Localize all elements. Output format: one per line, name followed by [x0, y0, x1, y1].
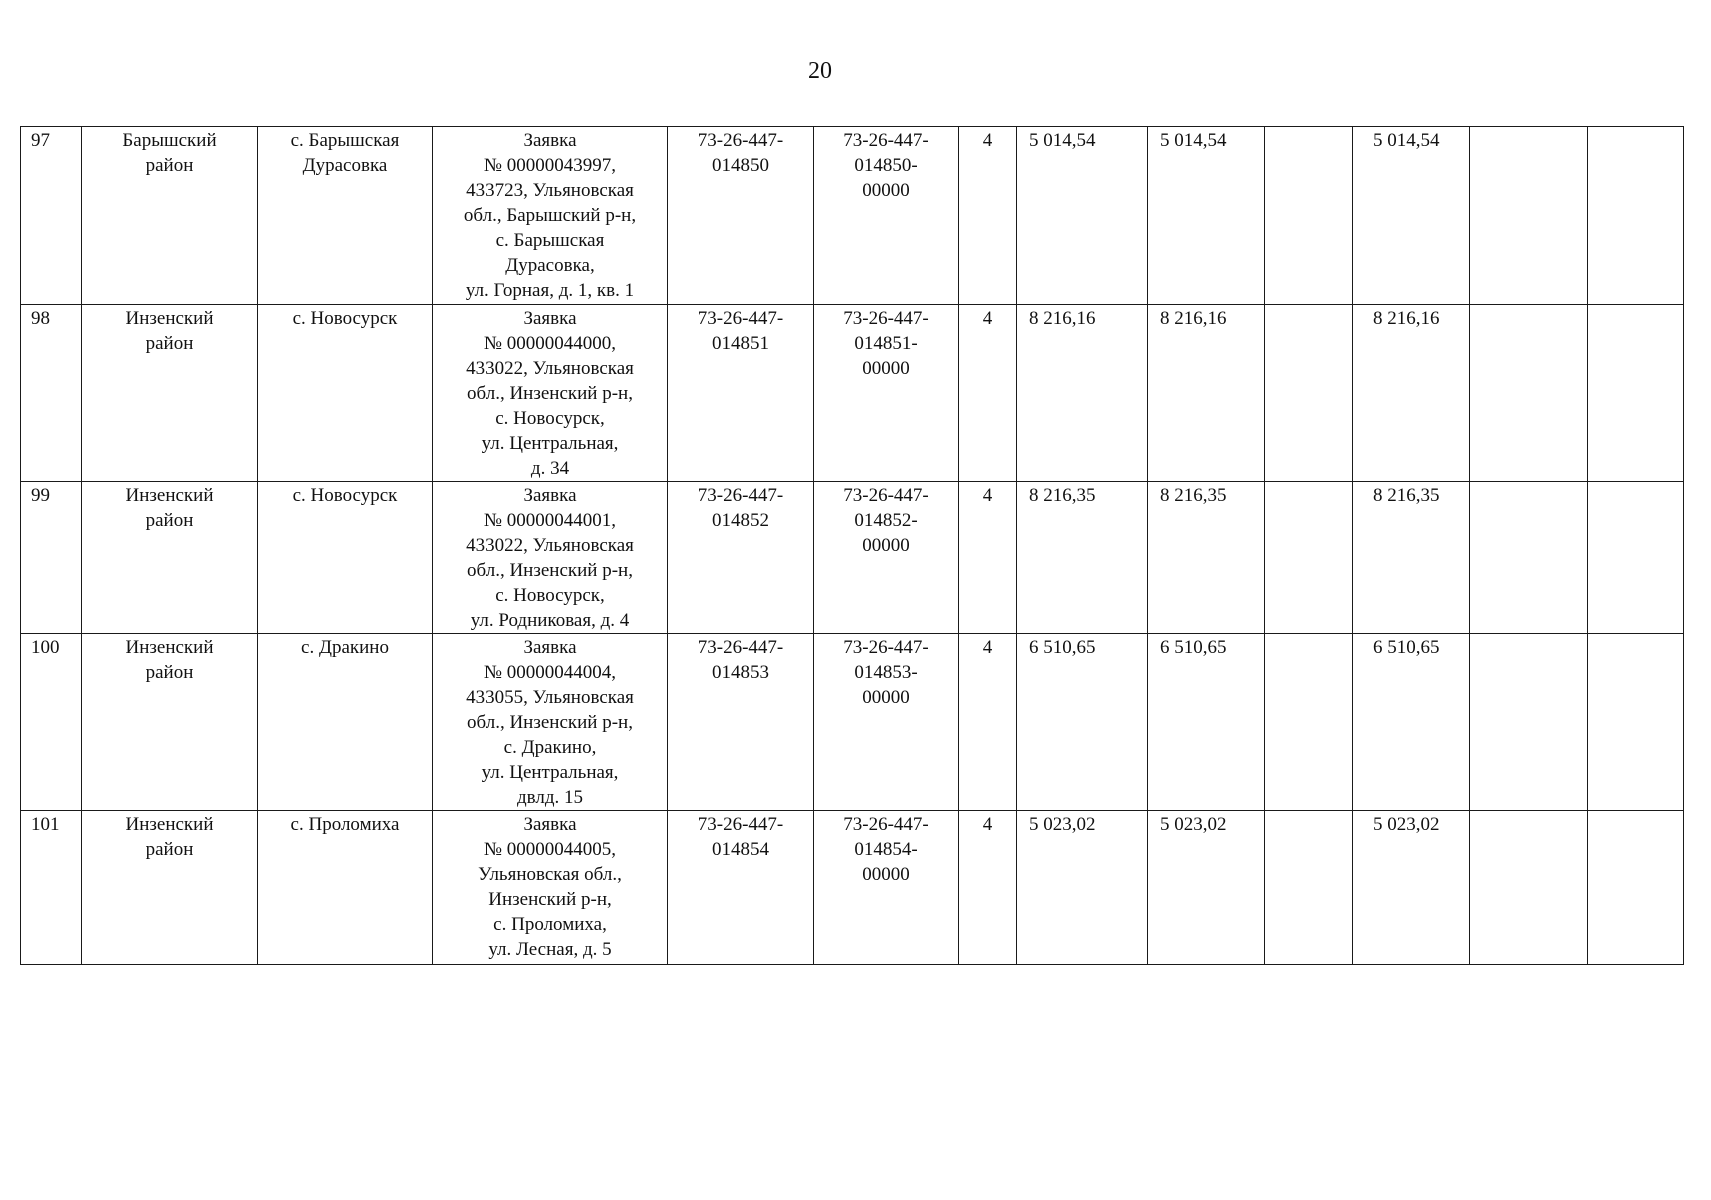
district-cell [82, 127, 258, 305]
application-cell [433, 482, 668, 634]
code-full-cell [814, 305, 959, 482]
settlement-cell [258, 482, 433, 634]
application-cell-line: обл., Барышский р-н, [463, 205, 637, 226]
application-cell-line: Инзенский р-н, [488, 889, 612, 910]
application-cell [433, 634, 668, 811]
code-full-cell-line: 73-26-447- [843, 637, 929, 658]
application-cell-line: ул. Центральная, [481, 433, 619, 454]
code-cell [668, 127, 814, 305]
code-full-cell-line: 014853- [854, 662, 918, 683]
row-number-cell: 101 [21, 811, 82, 965]
code-full-cell-line: 73-26-447- [843, 814, 929, 835]
code-full-cell [814, 482, 959, 634]
code-cell-line: 014850 [712, 155, 769, 176]
quantity-cell: 4 [959, 305, 1017, 482]
district-cell-line: Инзенский [125, 814, 214, 835]
district-cell-line: район [145, 510, 194, 531]
district-cell-line: Инзенский [125, 308, 214, 329]
amount-3-cell: 5 023,02 [1353, 811, 1470, 965]
code-full-cell [814, 811, 959, 965]
empty-cell [1588, 482, 1684, 634]
code-cell [668, 305, 814, 482]
amount-1-cell: 5 014,54 [1017, 127, 1148, 305]
row-number-cell: 99 [21, 482, 82, 634]
table-row [21, 127, 1684, 305]
code-full-cell-line: 00000 [862, 864, 910, 885]
amount-3-cell: 5 014,54 [1353, 127, 1470, 305]
code-full-cell-line: 00000 [862, 358, 910, 379]
code-full-cell-line: 73-26-447- [843, 130, 929, 151]
settlement-cell [258, 305, 433, 482]
district-cell-line: район [145, 662, 194, 683]
application-cell-line: № 00000043997, [483, 155, 617, 176]
settlement-cell [258, 634, 433, 811]
amount-1-cell: 6 510,65 [1017, 634, 1148, 811]
district-cell-line: район [145, 333, 194, 354]
application-cell-line: № 00000044001, [483, 510, 617, 531]
application-cell-line: Заявка [523, 814, 577, 835]
district-cell [82, 634, 258, 811]
application-cell-line: ул. Родниковая, д. 4 [470, 610, 630, 631]
code-cell-line: 73-26-447- [697, 637, 784, 658]
application-cell-line: д. 34 [530, 458, 570, 479]
settlement-cell-line: с. Барышская [290, 130, 400, 151]
application-cell [433, 127, 668, 305]
amount-3-cell: 6 510,65 [1353, 634, 1470, 811]
amount-3-cell: 8 216,35 [1353, 482, 1470, 634]
empty-cell [1588, 305, 1684, 482]
code-full-cell-line: 73-26-447- [843, 485, 929, 506]
code-full-cell-line: 00000 [862, 535, 910, 556]
row-number-cell: 100 [21, 634, 82, 811]
application-cell-line: Заявка [523, 308, 577, 329]
application-cell-line: с. Проломиха, [493, 914, 607, 935]
code-full-cell-line: 014854- [854, 839, 918, 860]
empty-cell [1470, 127, 1588, 305]
application-cell-line: ул. Горная, д. 1, кв. 1 [465, 280, 635, 301]
code-cell-line: 73-26-447- [697, 814, 784, 835]
amount-1-cell: 8 216,35 [1017, 482, 1148, 634]
application-cell-line: обл., Инзенский р-н, [467, 560, 633, 581]
application-cell-line: 433055, Ульяновская [466, 687, 634, 708]
settlement-cell-line: с. Новосурск [292, 308, 398, 329]
district-cell [82, 305, 258, 482]
quantity-cell: 4 [959, 127, 1017, 305]
code-full-cell-line: 00000 [862, 687, 910, 708]
district-cell [82, 811, 258, 965]
row-number-cell: 98 [21, 305, 82, 482]
table-row [21, 305, 1684, 482]
empty-cell [1588, 127, 1684, 305]
district-cell-line: район [145, 839, 194, 860]
application-cell-line: с. Новосурск, [495, 408, 605, 429]
amount-1-cell: 8 216,16 [1017, 305, 1148, 482]
application-cell-line: Заявка [523, 637, 577, 658]
application-cell-line: обл., Инзенский р-н, [467, 712, 633, 733]
code-cell-line: 014853 [712, 662, 769, 683]
amount-1-cell: 5 023,02 [1017, 811, 1148, 965]
amount-2-cell: 5 023,02 [1148, 811, 1265, 965]
quantity-cell: 4 [959, 634, 1017, 811]
amount-3-cell: 8 216,16 [1353, 305, 1470, 482]
table-body [21, 127, 1684, 965]
district-cell-line: Барышский [122, 130, 217, 151]
district-cell-line: район [145, 155, 194, 176]
district-cell [82, 482, 258, 634]
code-cell-line: 014851 [712, 333, 769, 354]
settlement-cell-line: с. Дракино [301, 637, 389, 658]
empty-cell [1265, 811, 1353, 965]
settlement-cell-line: с. Проломиха [290, 814, 400, 835]
empty-cell [1265, 305, 1353, 482]
application-cell-line: Заявка [523, 485, 577, 506]
registry-table [20, 126, 1684, 965]
empty-cell [1470, 305, 1588, 482]
empty-cell [1470, 482, 1588, 634]
code-full-cell-line: 014850- [854, 155, 918, 176]
code-full-cell-line: 00000 [862, 180, 910, 201]
quantity-cell: 4 [959, 482, 1017, 634]
amount-2-cell: 8 216,35 [1148, 482, 1265, 634]
application-cell-line: с. Новосурск, [495, 585, 605, 606]
empty-cell [1265, 482, 1353, 634]
application-cell-line: 433022, Ульяновская [466, 358, 634, 379]
settlement-cell [258, 127, 433, 305]
code-full-cell-line: 73-26-447- [843, 308, 929, 329]
code-cell-line: 014854 [712, 839, 769, 860]
code-cell-line: 014852 [712, 510, 769, 531]
code-full-cell-line: 014852- [854, 510, 918, 531]
application-cell-line: Ульяновская обл., [478, 864, 622, 885]
application-cell-line: с. Дракино, [503, 737, 597, 758]
empty-cell [1265, 634, 1353, 811]
code-full-cell [814, 127, 959, 305]
application-cell-line: 433022, Ульяновская [466, 535, 634, 556]
empty-cell [1470, 634, 1588, 811]
application-cell-line: ул. Центральная, [481, 762, 619, 783]
amount-2-cell: 5 014,54 [1148, 127, 1265, 305]
settlement-cell-line: с. Новосурск [292, 485, 398, 506]
quantity-cell: 4 [959, 811, 1017, 965]
application-cell-line: № 00000044005, [483, 839, 617, 860]
district-cell-line: Инзенский [125, 637, 214, 658]
empty-cell [1588, 811, 1684, 965]
application-cell-line: Дурасовка, [505, 255, 595, 276]
code-cell-line: 73-26-447- [697, 485, 784, 506]
application-cell [433, 811, 668, 965]
settlement-cell [258, 811, 433, 965]
application-cell-line: № 00000044004, [483, 662, 617, 683]
code-cell [668, 482, 814, 634]
code-cell-line: 73-26-447- [697, 130, 784, 151]
code-full-cell-line: 014851- [854, 333, 918, 354]
application-cell [433, 305, 668, 482]
empty-cell [1470, 811, 1588, 965]
amount-2-cell: 8 216,16 [1148, 305, 1265, 482]
code-cell [668, 811, 814, 965]
application-cell-line: Заявка [523, 130, 577, 151]
table-row [21, 482, 1684, 634]
code-full-cell [814, 634, 959, 811]
page-number: 20 [808, 58, 832, 84]
empty-cell [1265, 127, 1353, 305]
application-cell-line: № 00000044000, [483, 333, 617, 354]
application-cell-line: 433723, Ульяновская [466, 180, 634, 201]
application-cell-line: двлд. 15 [516, 787, 584, 808]
code-cell-line: 73-26-447- [697, 308, 784, 329]
application-cell-line: ул. Лесная, д. 5 [488, 939, 612, 960]
district-cell-line: Инзенский [125, 485, 214, 506]
empty-cell [1588, 634, 1684, 811]
table-row [21, 811, 1684, 965]
settlement-cell-line: Дурасовка [302, 155, 388, 176]
row-number-cell: 97 [21, 127, 82, 305]
application-cell-line: обл., Инзенский р-н, [467, 383, 633, 404]
code-cell [668, 634, 814, 811]
amount-2-cell: 6 510,65 [1148, 634, 1265, 811]
application-cell-line: с. Барышская [495, 230, 605, 251]
table-row [21, 634, 1684, 811]
